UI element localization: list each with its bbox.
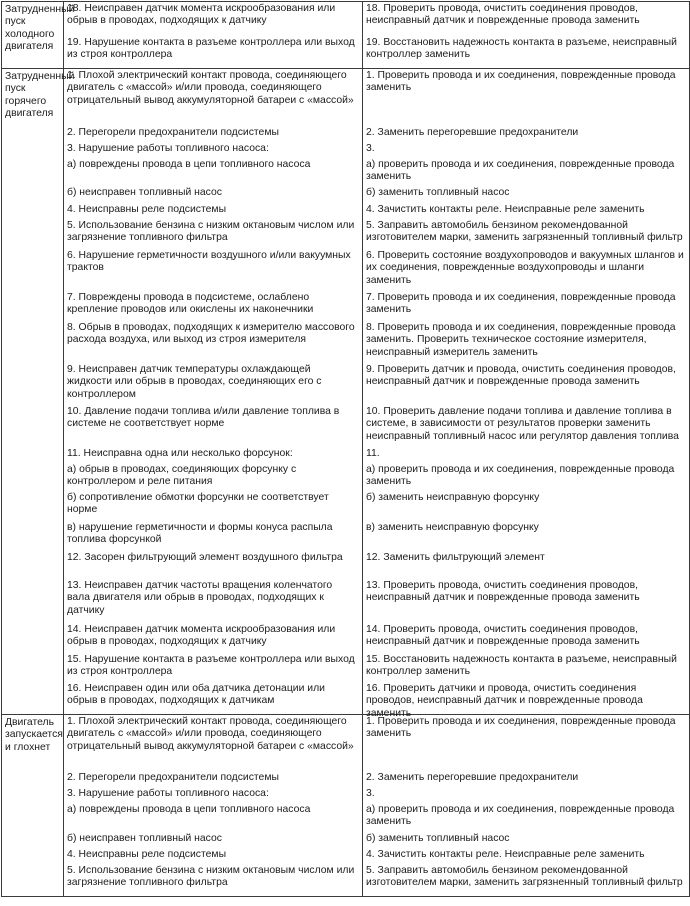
- cause-item: 18. Неисправен датчик момента искрообразования или обрыв в проводах, подходящих к датчику: [67, 3, 336, 27]
- fix-item: 4. Зачистить контакты реле. Неисправные реле заменить: [366, 204, 645, 215]
- cause-item: 2. Перегорели предохранители подсистемы: [67, 127, 279, 138]
- fix-item: б) заменить топливный насос: [366, 187, 510, 198]
- fix-item: 13. Проверить провода, очистить соединения проводов, неисправный датчик и поврежденные провода заменить: [366, 580, 640, 604]
- cause-item: 19. Нарушение контакта в разъеме контроллера или выход из строя контроллера: [67, 37, 355, 61]
- cause-item: 11. Неисправна одна или несколько форсунок:: [67, 448, 293, 459]
- fix-item: 11.: [366, 448, 380, 459]
- cause-item: 16. Неисправен один или оба датчика детонации или обрыв в проводах, подходящих к датчикам: [67, 683, 325, 707]
- cause-item: а) повреждены провода в цепи топливного насоса: [67, 804, 311, 815]
- fix-item: 9. Проверить датчик и провода, очистить соединения проводов, неисправный датчик и поврежденные провода заменить: [366, 364, 676, 388]
- symptom-hot-start: [2, 69, 75, 715]
- cause-item: 9. Неисправен датчик температуры охлаждающей жидкости или обрыв в проводах, соединяющих его с контроллером: [67, 364, 322, 400]
- cause-item: б) сопротивление обмотки форсунки не соответствует норме: [67, 492, 329, 516]
- fix-item: в) заменить неисправную форсунку: [366, 522, 539, 533]
- fix-item: 15. Восстановить надежность контакта в разъеме, неисправный контроллер заменить: [366, 654, 677, 678]
- fix-item: 3.: [366, 788, 375, 799]
- fix-item: а) проверить провода и их соединения, поврежденные провода заменить: [366, 159, 675, 183]
- cause-item: 3. Нарушение работы топливного насоса:: [67, 788, 269, 799]
- fix-item: 8. Проверить провода и их соединения, поврежденные провода заменить. Проверить техническое состояние измерителя, неисправный измеритель заменить: [366, 322, 676, 358]
- fix-item: 14. Проверить провода, очистить соединения проводов, неисправный датчик и поврежденные провода заменить: [366, 624, 640, 648]
- causes-cell: [64, 69, 363, 715]
- fix-item: 2. Заменить перегоревшие предохранители: [366, 772, 579, 783]
- symptom-label: Затрудненный пуск горячего двигателя: [5, 71, 75, 120]
- fix-item: 12. Заменить фильтрующий элемент: [366, 552, 545, 563]
- fix-item: 18. Проверить провода, очистить соединения проводов, неисправный датчик и поврежденные провода заменить: [366, 3, 640, 27]
- cause-item: в) нарушение герметичности и формы конуса распыла топлива форсункой: [67, 522, 333, 546]
- fix-item: б) заменить неисправную форсунку: [366, 492, 540, 503]
- cause-item: 7. Повреждены провода в подсистеме, ослаблено крепление проводов или окислены их наконечники: [67, 292, 314, 316]
- cause-item: 3. Нарушение работы топливного насоса:: [67, 143, 269, 154]
- fix-item: б) заменить топливный насос: [366, 833, 510, 844]
- cause-item: б) неисправен топливный насос: [67, 187, 222, 198]
- fix-item: 5. Заправить автомобиль бензином рекомендованной изготовителем марки, заменить загрязненный топливный фильтр: [366, 220, 683, 244]
- cause-item: 2. Перегорели предохранители подсистемы: [67, 772, 279, 783]
- cause-item: 10. Давление подачи топлива и/или давление топлива в системе не соответствует норме: [67, 406, 340, 430]
- cause-item: 4. Неисправны реле подсистемы: [67, 204, 227, 215]
- fix-item: 19. Восстановить надежность контакта в разъеме, неисправный контроллер заменить: [366, 37, 677, 61]
- causes-cell: [64, 2, 363, 69]
- fix-item: 1. Проверить провода и их соединения, поврежденные провода заменить: [366, 716, 676, 740]
- group-cold-start: [2, 2, 690, 69]
- fixes-cell: [363, 2, 690, 69]
- cause-item: а) повреждены провода в цепи топливного насоса: [67, 159, 311, 170]
- fix-item: 1. Проверить провода и их соединения, поврежденные провода заменить: [366, 70, 676, 94]
- fix-item: 10. Проверить давление подачи топлива и давление топлива в системе, в зависимости от результатов проверки заменить неисправный топливный насос или регулятор давления топлива: [366, 406, 679, 442]
- cause-item: а) обрыв в проводах, соединяющих форсунку с контроллером и реле питания: [67, 464, 297, 488]
- fault-table: [1, 1, 690, 897]
- symptom-starts-and-stalls: [2, 715, 64, 897]
- cause-item: 8. Обрыв в проводах, подходящих к измерителю массового расхода воздуха, или выход из строя измерителя: [67, 322, 355, 346]
- group-hot-start: [2, 69, 690, 715]
- causes-cell: [64, 715, 363, 897]
- fault-table-body: [2, 2, 690, 897]
- fix-item: а) проверить провода и их соединения, поврежденные провода заменить: [366, 464, 675, 488]
- fix-item: 3.: [366, 143, 375, 154]
- cause-item: 15. Нарушение контакта в разъеме контроллера или выход из строя контроллера: [67, 654, 355, 678]
- cause-item: 5. Использование бензина с низким октановым числом или загрязнение топливного фильтра: [67, 220, 355, 244]
- cause-item: 6. Нарушение герметичности воздушного и/или вакуумных трактов: [67, 250, 351, 274]
- symptom-label: Двигатель запускается и глохнет: [5, 717, 63, 753]
- fix-item: 2. Заменить перегоревшие предохранители: [366, 127, 579, 138]
- fix-item: а) проверить провода и их соединения, поврежденные провода заменить: [366, 804, 675, 828]
- symptom-cold-start: [2, 2, 75, 69]
- cause-item: 1. Плохой электрический контакт провода, соединяющего двигатель с «массой» и/или провода, соединяющего отрицательный вывод аккумуляторной батареи с «массой»: [67, 716, 354, 752]
- cause-item: 4. Неисправны реле подсистемы: [67, 849, 227, 860]
- cause-item: 13. Неисправен датчик частоты вращения коленчатого вала двигателя или обрыв в проводах, подходящих к датчику: [67, 580, 333, 616]
- fixes-cell: [363, 69, 690, 719]
- cause-item: 14. Неисправен датчик момента искрообразования или обрыв в проводах, подходящих к датчику: [67, 624, 336, 648]
- fixes-cell: [363, 715, 690, 897]
- fix-item: 16. Проверить датчики и провода, очистить соединения проводов, неисправный датчик и поврежденные провода заменить: [366, 683, 643, 719]
- fix-item: 4. Зачистить контакты реле. Неисправные реле заменить: [366, 849, 645, 860]
- symptom-label: Затрудненный пуск холодного двигателя: [5, 4, 75, 53]
- fix-item: 7. Проверить провода и их соединения, поврежденные провода заменить: [366, 292, 676, 316]
- group-starts-and-stalls: [2, 715, 690, 897]
- cause-item: 12. Засорен фильтрующий элемент воздушного фильтра: [67, 552, 343, 563]
- cause-item: 1. Плохой электрический контакт провода, соединяющего двигатель с «массой» и/или провода, соединяющего отрицательный вывод аккумуляторной батареи с «массой»: [67, 70, 354, 106]
- fix-item: 6. Проверить состояние воздухопроводов и вакуумных шлангов и их соединения, поврежденные воздухопроводы и шланги заменить: [366, 250, 684, 286]
- fix-item: 5. Заправить автомобиль бензином рекомендованной изготовителем марки, заменить загрязненный топливный фильтр: [366, 865, 683, 889]
- cause-item: б) неисправен топливный насос: [67, 833, 222, 844]
- cause-item: 5. Использование бензина с низким октановым числом или загрязнение топливного фильтра: [67, 865, 355, 889]
